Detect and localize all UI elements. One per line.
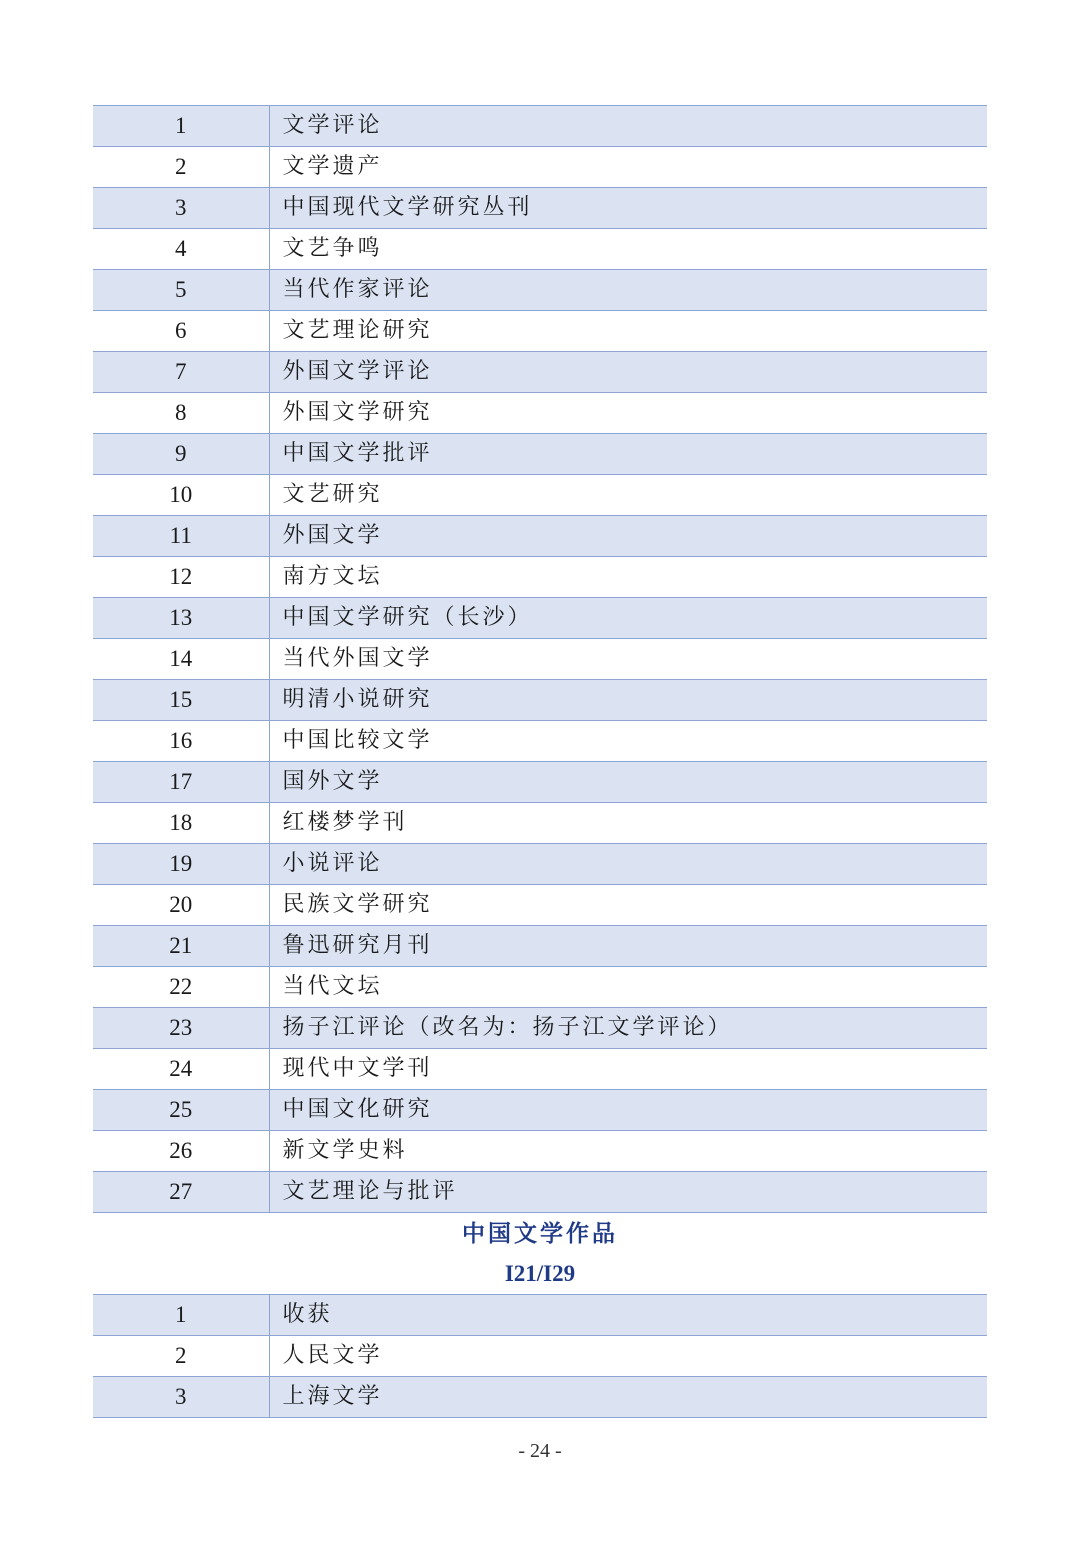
journal-name: 文艺理论研究 <box>269 311 987 352</box>
journal-table-literary-criticism <box>93 105 987 1213</box>
table-row <box>93 1131 987 1172</box>
row-number: 14 <box>93 639 269 680</box>
table-row <box>93 885 987 926</box>
journal-name: 中国文学批评 <box>269 434 987 475</box>
journal-name: 中国现代文学研究丛刊 <box>269 188 987 229</box>
row-number: 2 <box>93 147 269 188</box>
journal-name: 扬子江评论（改名为：扬子江文学评论） <box>269 1008 987 1049</box>
table-row <box>93 147 987 188</box>
table-row <box>93 1172 987 1213</box>
table-body <box>93 106 987 1213</box>
row-number: 3 <box>93 188 269 229</box>
journal-name: 现代中文学刊 <box>269 1049 987 1090</box>
table-row <box>93 1049 987 1090</box>
row-number: 10 <box>93 475 269 516</box>
row-number: 27 <box>93 1172 269 1213</box>
journal-name: 当代外国文学 <box>269 639 987 680</box>
row-number: 26 <box>93 1131 269 1172</box>
journal-name: 中国文化研究 <box>269 1090 987 1131</box>
row-number: 2 <box>93 1336 269 1377</box>
table-row <box>93 803 987 844</box>
row-number: 17 <box>93 762 269 803</box>
row-number: 7 <box>93 352 269 393</box>
row-number: 6 <box>93 311 269 352</box>
row-number: 22 <box>93 967 269 1008</box>
journal-name: 中国比较文学 <box>269 721 987 762</box>
table-row <box>93 926 987 967</box>
table-row <box>93 639 987 680</box>
journal-name: 国外文学 <box>269 762 987 803</box>
journal-name: 新文学史料 <box>269 1131 987 1172</box>
table-row <box>93 1295 987 1336</box>
page-number: - 24 - <box>518 1440 562 1462</box>
row-number: 19 <box>93 844 269 885</box>
journal-name: 小说评论 <box>269 844 987 885</box>
table-row <box>93 516 987 557</box>
row-number: 18 <box>93 803 269 844</box>
table-row <box>93 1336 987 1377</box>
table-row <box>93 188 987 229</box>
row-number: 9 <box>93 434 269 475</box>
row-number: 1 <box>93 1295 269 1336</box>
row-number: 12 <box>93 557 269 598</box>
table-row <box>93 557 987 598</box>
journal-name: 文艺争鸣 <box>269 229 987 270</box>
table-row <box>93 106 987 147</box>
journal-name: 上海文学 <box>269 1377 987 1418</box>
row-number: 11 <box>93 516 269 557</box>
table-row <box>93 1090 987 1131</box>
journal-name: 文学遗产 <box>269 147 987 188</box>
journal-name: 鲁迅研究月刊 <box>269 926 987 967</box>
row-number: 3 <box>93 1377 269 1418</box>
journal-name: 当代作家评论 <box>269 270 987 311</box>
table-row <box>93 598 987 639</box>
section-classification-code: I21/I29 <box>504 1261 576 1286</box>
row-number: 13 <box>93 598 269 639</box>
row-number: 5 <box>93 270 269 311</box>
journal-name: 当代文坛 <box>269 967 987 1008</box>
journal-name: 文艺研究 <box>269 475 987 516</box>
journal-name: 外国文学评论 <box>269 352 987 393</box>
table-row <box>93 434 987 475</box>
journal-name: 外国文学 <box>269 516 987 557</box>
row-number: 24 <box>93 1049 269 1090</box>
journal-name: 民族文学研究 <box>269 885 987 926</box>
table-row <box>93 1008 987 1049</box>
row-number: 1 <box>93 106 269 147</box>
row-number: 15 <box>93 680 269 721</box>
row-number: 8 <box>93 393 269 434</box>
table-row <box>93 1377 987 1418</box>
row-number: 21 <box>93 926 269 967</box>
journal-name: 中国文学研究（长沙） <box>269 598 987 639</box>
document-page <box>93 105 987 1418</box>
journal-name: 外国文学研究 <box>269 393 987 434</box>
journal-name: 明清小说研究 <box>269 680 987 721</box>
section-title: 中国文学作品 <box>462 1220 618 1247</box>
table-row <box>93 229 987 270</box>
table-row <box>93 311 987 352</box>
row-number: 23 <box>93 1008 269 1049</box>
journal-name: 人民文学 <box>269 1336 987 1377</box>
table-row <box>93 352 987 393</box>
table-row <box>93 270 987 311</box>
row-number: 4 <box>93 229 269 270</box>
table-row <box>93 844 987 885</box>
journal-name: 红楼梦学刊 <box>269 803 987 844</box>
journal-name: 收获 <box>269 1295 987 1336</box>
journal-name: 文学评论 <box>269 106 987 147</box>
table-body <box>93 1295 987 1418</box>
row-number: 20 <box>93 885 269 926</box>
journal-name: 南方文坛 <box>269 557 987 598</box>
journal-name: 文艺理论与批评 <box>269 1172 987 1213</box>
table-row <box>93 762 987 803</box>
row-number: 16 <box>93 721 269 762</box>
table-row <box>93 680 987 721</box>
journal-table-literary-works <box>93 1294 987 1418</box>
row-number: 25 <box>93 1090 269 1131</box>
table-row <box>93 721 987 762</box>
table-row <box>93 967 987 1008</box>
table-row <box>93 475 987 516</box>
table-row <box>93 393 987 434</box>
